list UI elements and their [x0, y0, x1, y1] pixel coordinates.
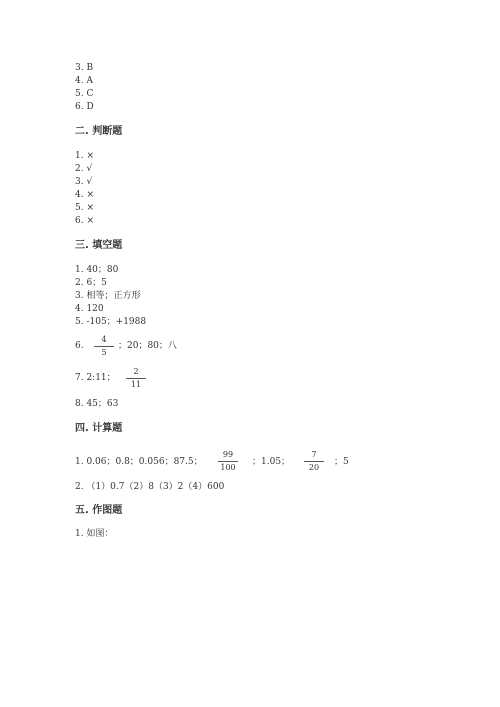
section-heading: 五. 作图题	[75, 505, 123, 516]
section-heading: 二. 判断题	[75, 126, 123, 137]
answer-line: 3. 相等；正方形	[75, 291, 141, 301]
fraction	[94, 335, 114, 358]
answer-line: 7. 2:11；	[75, 373, 116, 383]
answer-line: 4. ×	[75, 190, 94, 200]
fraction-denominator: 100	[220, 463, 236, 472]
fraction-numerator: 99	[222, 450, 234, 459]
fraction-bar	[304, 461, 324, 462]
fraction-bar	[94, 346, 114, 347]
answer-line: 4. A	[75, 76, 93, 86]
fraction-bar	[218, 461, 238, 462]
fraction-denominator: 20	[308, 463, 320, 472]
fraction	[304, 450, 324, 473]
fraction-numerator: 2	[133, 367, 139, 376]
answer-text: ；5	[334, 457, 349, 467]
fraction-denominator: 11	[130, 380, 142, 389]
answer-line: 4. 120	[75, 304, 104, 314]
fraction-numerator: 7	[311, 450, 317, 459]
fraction-numerator: 4	[101, 335, 107, 344]
fraction-denominator: 5	[101, 348, 107, 357]
answer-line: 6. ×	[75, 216, 94, 226]
answer-line: 2. 6；5	[75, 278, 107, 288]
answer-line: 6.	[75, 341, 84, 351]
answer-line: 3. √	[75, 177, 93, 187]
answer-line: 5. C	[75, 89, 94, 99]
answer-line: 5. ×	[75, 203, 94, 213]
answer-line: 6. D	[75, 102, 94, 112]
section-heading: 四. 计算题	[75, 423, 123, 434]
answer-line: 1. 如图：	[75, 529, 114, 539]
answer-line: 2. （1）0.7（2）8（3）2（4）600	[75, 482, 225, 492]
answer-line: 2. √	[75, 164, 93, 174]
answer-line: 1. 40；80	[75, 265, 119, 275]
answer-text: ；1.05；	[252, 457, 291, 467]
answer-line: 8. 45；63	[75, 399, 119, 409]
answer-line: 1. ×	[75, 151, 94, 161]
answer-line: 5. -105；+1988	[75, 317, 147, 327]
fraction	[218, 450, 238, 473]
answer-line: 3. B	[75, 63, 94, 73]
fraction	[126, 367, 146, 390]
answer-line: 1. 0.06；0.8；0.056；87.5；	[75, 457, 203, 467]
fraction-bar	[126, 378, 146, 379]
answer-text: ；20；80；八	[118, 341, 177, 351]
section-heading: 三. 填空题	[75, 240, 123, 251]
